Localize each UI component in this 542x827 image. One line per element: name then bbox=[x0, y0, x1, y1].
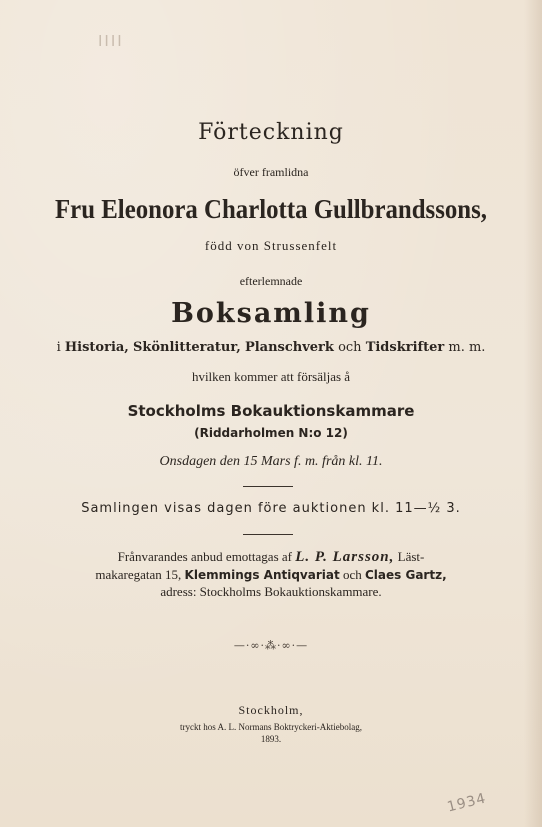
cat-prefix: i bbox=[56, 340, 61, 355]
subtitle: öfver framlidna bbox=[233, 165, 309, 179]
category-history: Historia, bbox=[64, 340, 129, 355]
sale-line: hvilken kommer att försäljas å bbox=[191, 369, 351, 384]
bids-line2-start: makaregatan 15, bbox=[95, 567, 182, 582]
imprint-year: 1893. bbox=[260, 734, 282, 744]
category-journals: Tidskrifter bbox=[365, 340, 445, 355]
collection-categories bbox=[0, 340, 542, 355]
bids-line-1 bbox=[0, 549, 542, 566]
category-plates: Planschverk bbox=[244, 340, 334, 355]
cat-och: och bbox=[338, 340, 362, 355]
divider-rule bbox=[243, 534, 293, 535]
agent-name: L. P. Larsson, bbox=[295, 549, 395, 565]
gartz-name: Claes Gartz, bbox=[365, 568, 447, 582]
antiquariat-name: Klemmings Antiqvariat bbox=[184, 568, 340, 582]
viewing-time: Samlingen visas dagen före auktionen kl. 11—½ 3. bbox=[81, 501, 461, 516]
category-fiction: Skönlitteratur, bbox=[132, 340, 241, 355]
bids-prefix: Frånvarandes anbud emottagas af bbox=[117, 549, 292, 564]
document-title: Förteckning bbox=[198, 120, 344, 145]
deceased-name: Fru Eleonora Charlotta Gullbrandssons, bbox=[55, 194, 487, 224]
handwritten-catalog-number: 1934 bbox=[445, 790, 488, 816]
auction-date: Onsdagen den 15 Mars f. m. från kl. 11. bbox=[159, 454, 383, 469]
left-by-line: efterlemnade bbox=[239, 274, 303, 288]
divider-rule bbox=[243, 486, 293, 487]
pencil-scribble: IIII bbox=[98, 32, 124, 50]
ornament-divider: —·∞·⁂·∞·— bbox=[233, 639, 309, 652]
imprint-printer: tryckt hos A. L. Normans Boktryckeri-Aktiebolag, bbox=[180, 722, 362, 732]
bids-och: och bbox=[342, 567, 362, 582]
imprint-city: Stockholm, bbox=[238, 703, 304, 717]
bids-line-2 bbox=[0, 567, 542, 583]
maiden-name: född von Strussenfelt bbox=[204, 238, 338, 253]
auction-address: (Riddarholmen N:o 12) bbox=[194, 426, 348, 440]
cat-suffix: m. m. bbox=[448, 340, 486, 355]
auction-house: Stockholms Bokauktionskammare bbox=[127, 402, 415, 420]
bids-line1-end: Läst- bbox=[397, 549, 425, 564]
collection-heading: Boksamling bbox=[171, 298, 371, 329]
bids-line-3: adress: Stockholms Bokauktionskammare. bbox=[160, 584, 382, 599]
